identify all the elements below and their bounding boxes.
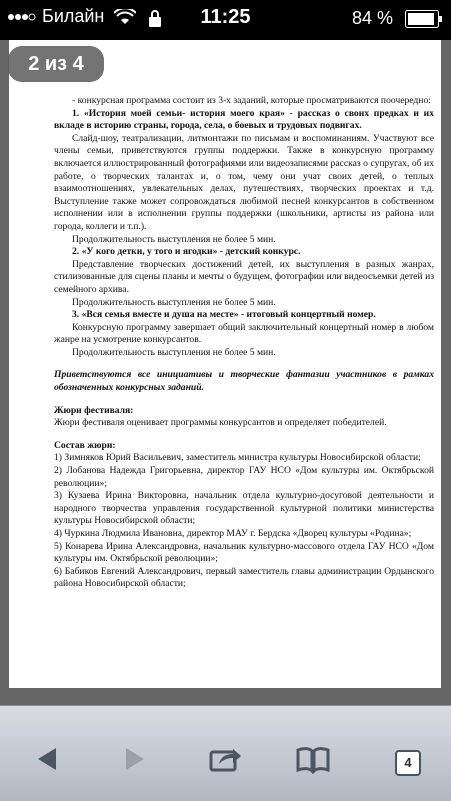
paragraph: 6) Бабиков Евгений Александрович, первый заместитель главы администрации Ордынского района Новосибирской области; xyxy=(54,565,434,590)
safari-toolbar xyxy=(0,705,451,801)
paragraph-gap xyxy=(54,395,434,405)
document-text xyxy=(54,95,434,591)
paragraph: Продолжительность выступления не более 5 мин. xyxy=(72,296,276,308)
status-bar xyxy=(0,0,451,40)
paragraph: 1. «История моей семьи- история моего края» - рассказ о своих предках и их вкладе в историю страны, города, села, о боевых и трудовых подвигах. xyxy=(54,107,434,132)
paragraph: 3) Кузаева Ирина Викторовна, начальник отдела культурно-досуговой деятельности и народного творчества управления государственной культурной политики министерства культуры Новосибирской области; xyxy=(54,490,434,527)
paragraph: - конкурсная программа состоит из 3-х заданий, которые просматриваются поочередно: xyxy=(72,95,431,106)
paragraph-gap xyxy=(54,430,434,440)
paragraph: 2. «У кого детки, у того и ягодки» - детский конкурс. xyxy=(72,246,301,258)
paragraph-gap xyxy=(54,359,434,369)
paragraph: Продолжительность выступления не более 5 мин. xyxy=(72,233,276,245)
page-indicator: 2 из 4 xyxy=(8,46,104,82)
paragraph: Состав жюри: xyxy=(54,439,116,451)
forward-icon[interactable] xyxy=(116,744,152,774)
battery-icon xyxy=(405,10,443,28)
paragraph: Приветствуются все инициативы и творческие фантазии участников в рамках обозначенных конкурсных заданий. xyxy=(54,369,434,394)
paragraph: Представление творческих достижений детей, их выступления в разных жанрах, стилизованные для сцены планы и мечты о будущем, фотографии или видеосъемки детей из семейного архива. xyxy=(54,258,434,295)
carrier-name: Билайн xyxy=(42,6,105,26)
battery-percentage: 84 % xyxy=(351,8,393,28)
paragraph: 5) Конарева Ирина Александровна, начальник культурно-массового отдела ГАУ НСО «Дом культуры им. Октябрьской революции»; xyxy=(54,540,434,565)
document-viewer[interactable] xyxy=(0,40,451,705)
back-icon[interactable] xyxy=(30,744,66,774)
bookmarks-icon[interactable] xyxy=(295,744,331,774)
share-icon[interactable] xyxy=(207,744,243,774)
paragraph: 3. «Вся семья вместе и душа на месте» - итоговый концертный номер. xyxy=(72,309,376,321)
paragraph: Конкурсную программу завершает общий заключительный концертный номер в любом жанре на усмотрение конкурсантов. xyxy=(54,321,434,346)
clock: 11:25 xyxy=(200,6,251,28)
tabs-button[interactable]: 4 xyxy=(395,750,421,776)
paragraph: Слайд-шоу, театрализации, литмонтажи по письмам и воспоминаниям. Участвуют все члены семьи, приветствуются группы поддержки. Также в конкурсную программу включается иллюстрированный фотографиями или видеозаписями рассказ о супругах, об их работе, о творческих талантах и, о том, чему они учат своих детей, о теплых взаимоотношениях, увлекательных делах, путешествиях, творческих проектах и т.д. Выступление также может сопровождаться любимой песней конкурсантов в собственном исполнении или в исполнении группы поддержки (школьники, артисты из района или города, коллеги и т.п.). xyxy=(54,132,434,232)
paragraph: 1) Зимняков Юрий Васильевич, заместитель министра культуры Новосибирской области; xyxy=(54,452,421,464)
document-page xyxy=(9,40,441,688)
paragraph: 2) Лобанова Надежда Григорьевна, директор ГАУ НСО «Дом культуры им. Октябрьской революции»; xyxy=(54,465,434,489)
paragraph: 4) Чуркина Людмила Ивановна, директор МАУ г. Бердска «Дворец культуры «Родина»; xyxy=(54,528,412,539)
paragraph: Жюри фестиваля оценивает программы конкурсантов и определяет победителей. xyxy=(54,417,387,429)
paragraph: Продолжительность выступления не более 5 мин. xyxy=(72,346,276,358)
paragraph: Жюри фестиваля: xyxy=(54,404,134,416)
